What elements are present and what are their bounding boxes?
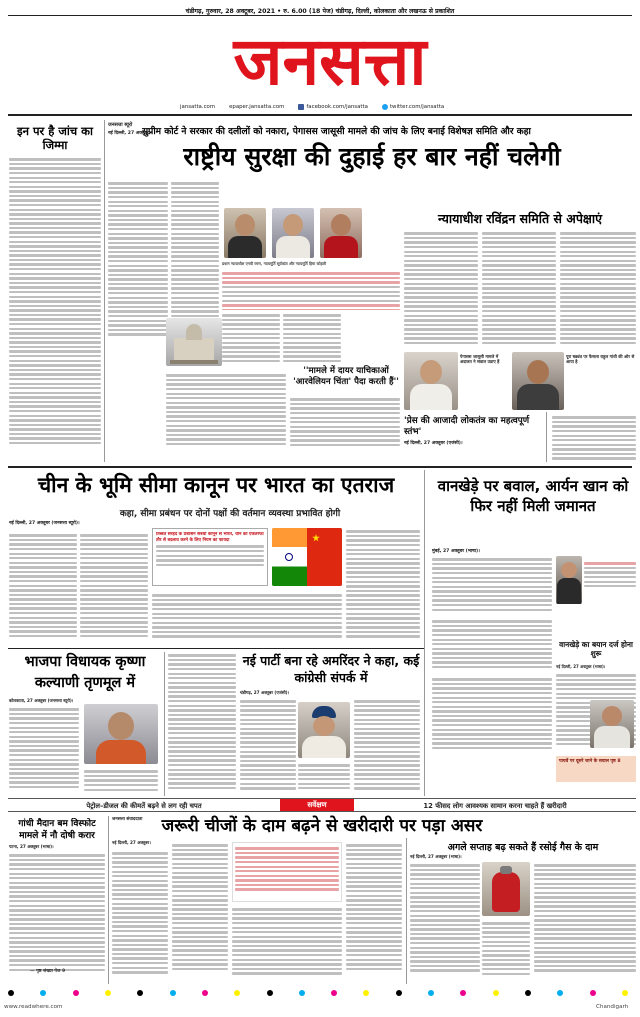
china-headline: चीन के भूमि सीमा कानून पर भारत का एतराज [37, 473, 395, 497]
banner-col-2 [171, 180, 219, 340]
rahul-caption: पेगासस जासूसी मामले में अदालत ने सवाल उठाए हैं [460, 354, 500, 365]
wankhede-box [556, 756, 636, 782]
press-freedom-headline: 'प्रेस की आजादी लोकतंत्र का महत्वपूर्ण स्तंभ' [404, 416, 530, 437]
gandhi-headline: गांधी मैदान बम विस्फोट मामले में नौ दोषी करार [18, 819, 96, 841]
banner-col-3 [222, 312, 280, 362]
footer-right: Chandigarh [596, 1004, 629, 1010]
facebook-icon [298, 104, 304, 110]
wankhede-col-1 [432, 556, 552, 616]
prices-headline: जरूरी चीजों के दाम बढ़ने से खरीदारी पर पड़ा असर [161, 816, 483, 836]
gas-cylinder-photo [482, 862, 530, 916]
wankhede-subhead: वानखेड़े का बयान दर्ज होना शुरू [559, 640, 633, 658]
strip-right: 12 फीसद लोग आवश्यक सामान करना चाहते हैं खरीदारी [423, 801, 567, 810]
dateline: चंडीगढ़, गुरुवार, 28 अक्टूबर, 2021 • रु. 6.00 (18 पेज) चंडीगढ़, दिल्ली, कोलकाता और लखनऊ से प्रकाशित [185, 8, 455, 15]
prices-col-4 [346, 842, 402, 982]
prices-red-box [232, 842, 342, 902]
wankhede-box-text: पाचवें पर दूसरे जाने के सवाल पृष्ठ 8 [559, 759, 621, 764]
link-epaper[interactable]: epaper.jansatta.com [229, 104, 285, 110]
wankhede-byline: मुंबई, 27 अक्तूबर (भाषा)। [432, 549, 480, 554]
masthead-logo [150, 22, 510, 96]
gandhi-text [9, 852, 105, 982]
gas-byline: नई दिल्ली, 27 अक्तूबर (भाषा)। [410, 854, 462, 859]
committee-headline: न्यायाधीश रविंद्रन समिति से अपेक्षाएं [437, 211, 603, 226]
gas-col-3 [534, 862, 636, 982]
china-sidebar-text: तिब्बत सरहद के प्रशासन संबंधी कानून से भारत, चीन का एकतरफा तौर से बदलाव करने के लिए नियम का फायदा [156, 532, 264, 543]
sameer-photo [590, 700, 634, 748]
china-sidebar [152, 528, 268, 586]
china-byline: नई दिल्ली, 27 अक्तूबर (जनसत्ता ब्यूरो)। [9, 521, 80, 526]
bjp-headline: भाजपा विधायक कृष्णा कल्याणी तृणमूल में [24, 654, 146, 691]
china-col-2 [80, 532, 148, 642]
amarinder-col-1 [240, 698, 296, 796]
link-site[interactable]: jansatta.com [180, 104, 216, 110]
china-col-4 [152, 592, 342, 642]
banner-col-6 [290, 396, 400, 452]
strip-left: पेट्रोल–डीजल की कीमतें बढ़ने से लग रही चपत [86, 801, 202, 810]
bjp-col-3 [168, 652, 236, 796]
left-footer-label: — पृष्ठ संख्या पेज 9 [30, 969, 66, 974]
twitter-icon [382, 104, 388, 110]
prices-col-1 [112, 850, 168, 982]
aryan-photo [556, 556, 582, 604]
gas-col-2 [482, 920, 530, 982]
banner-byline: नई दिल्ली, 27 अक्तूबर। [108, 131, 151, 136]
amarinder-col-3 [354, 698, 420, 796]
committee-col-2 [482, 230, 556, 348]
banner-kicker-brand: जनसत्ता ब्यूरो [108, 122, 133, 128]
justice-photo-2 [272, 208, 314, 258]
committee-col-1 [404, 230, 478, 348]
amarinder-photo [298, 702, 350, 758]
wankhede-subbyline: नई दिल्ली, 27 अक्तूबर (भाषा)। [556, 664, 606, 669]
gas-headline: अगले सप्ताह बढ़ सकते हैं रसोई गैस के दाम [447, 842, 599, 853]
bjp-col-1 [9, 706, 79, 796]
gas-col-1 [410, 862, 480, 982]
china-col-1 [9, 532, 77, 642]
logo-text: जनसत्ता [233, 23, 427, 96]
press-freedom-text [552, 414, 636, 462]
pull-quote: ''मामले में दायर याचिकाओं 'आरवेलियन चिंता' पैदा करती हैं'' [293, 366, 399, 387]
banner-headline: राष्ट्रीय सुरक्षा की दुहाई हर बार नहीं चलेगी [183, 142, 561, 171]
left-column-text [9, 156, 101, 456]
justice-photo-1 [224, 208, 266, 258]
sambit-caption: पूरा षड्यंत्र पर फैसला राहुल गांधी की ओर से आया है [566, 354, 635, 365]
bjp-col-2 [84, 768, 158, 796]
banner-col-4 [283, 312, 341, 362]
committee-col-3 [560, 230, 636, 348]
press-freedom-byline: नई दिल्ली, 27 अक्तूबर (एजंसी)। [404, 441, 463, 446]
survey-strip [8, 798, 636, 812]
strip-center: सर्वेक्षण [280, 799, 354, 811]
wankhede-headline: वानखेड़े पर बवाल, आर्यन खान को फिर नहीं मिली जमानत [437, 477, 629, 515]
rahul-photo [404, 352, 458, 410]
china-dek: कहा, सीमा प्रबंधन पर दोनों पक्षों की वर्तमान व्यवस्था प्रभावित होगी [119, 509, 341, 519]
prices-byline: नई दिल्ली, 27 अक्तूबर। [112, 840, 151, 845]
wankhede-col-4 [432, 676, 552, 756]
amarinder-col-2 [298, 762, 350, 796]
masthead-links [180, 104, 480, 110]
banner-col-1 [108, 180, 168, 340]
supreme-court-photo [166, 318, 222, 366]
link-facebook[interactable]: facebook.com/jansatta [306, 104, 368, 110]
footer-left[interactable]: www.readwhere.com [4, 1004, 63, 1010]
left-headline: इन पर है जांच का जिम्मा [16, 124, 93, 152]
china-col-3 [346, 528, 420, 642]
gandhi-byline: पटना, 27 अक्तूबर (भाषा)। [9, 844, 54, 849]
banner-kicker: सुप्रीम कोर्ट ने सरकार की दलीलों को नकारा, पेगासस जासूसी मामले की जांच के लिए बनाई विशेषज्ञ समिति और कहा [142, 127, 531, 137]
bjp-byline: कोलकाता, 27 अक्तूबर (जनसत्ता ब्यूरो)। [9, 698, 74, 703]
prices-col-2 [172, 842, 228, 982]
krishna-photo [84, 704, 158, 764]
wankhede-col-2 [432, 618, 552, 674]
justice-photo-3 [320, 208, 362, 258]
india-china-flags [272, 528, 342, 586]
banner-lead-red [222, 270, 400, 310]
sambit-photo [512, 352, 564, 410]
link-twitter[interactable]: twitter.com/jansatta [389, 104, 445, 110]
aryan-caption [584, 560, 636, 608]
amarinder-byline: चंडीगढ़, 27 अक्तूबर (एजंसी)। [240, 690, 290, 695]
amarinder-headline: नई पार्टी बना रहे अमरिंदर ने कहा, कई कांग्रेसी संपर्क में [242, 653, 420, 685]
prices-col-3 [232, 906, 342, 982]
leaders-caption: प्रधान न्यायाधीश एनवी रमण, न्यायमूर्ति सूर्यकांत और न्यायमूर्ति हिमा कोहली [222, 261, 327, 266]
prices-brand: जनसत्ता संवाददाता [112, 817, 143, 822]
color-registration-strip [8, 988, 632, 998]
banner-col-5 [166, 372, 286, 450]
